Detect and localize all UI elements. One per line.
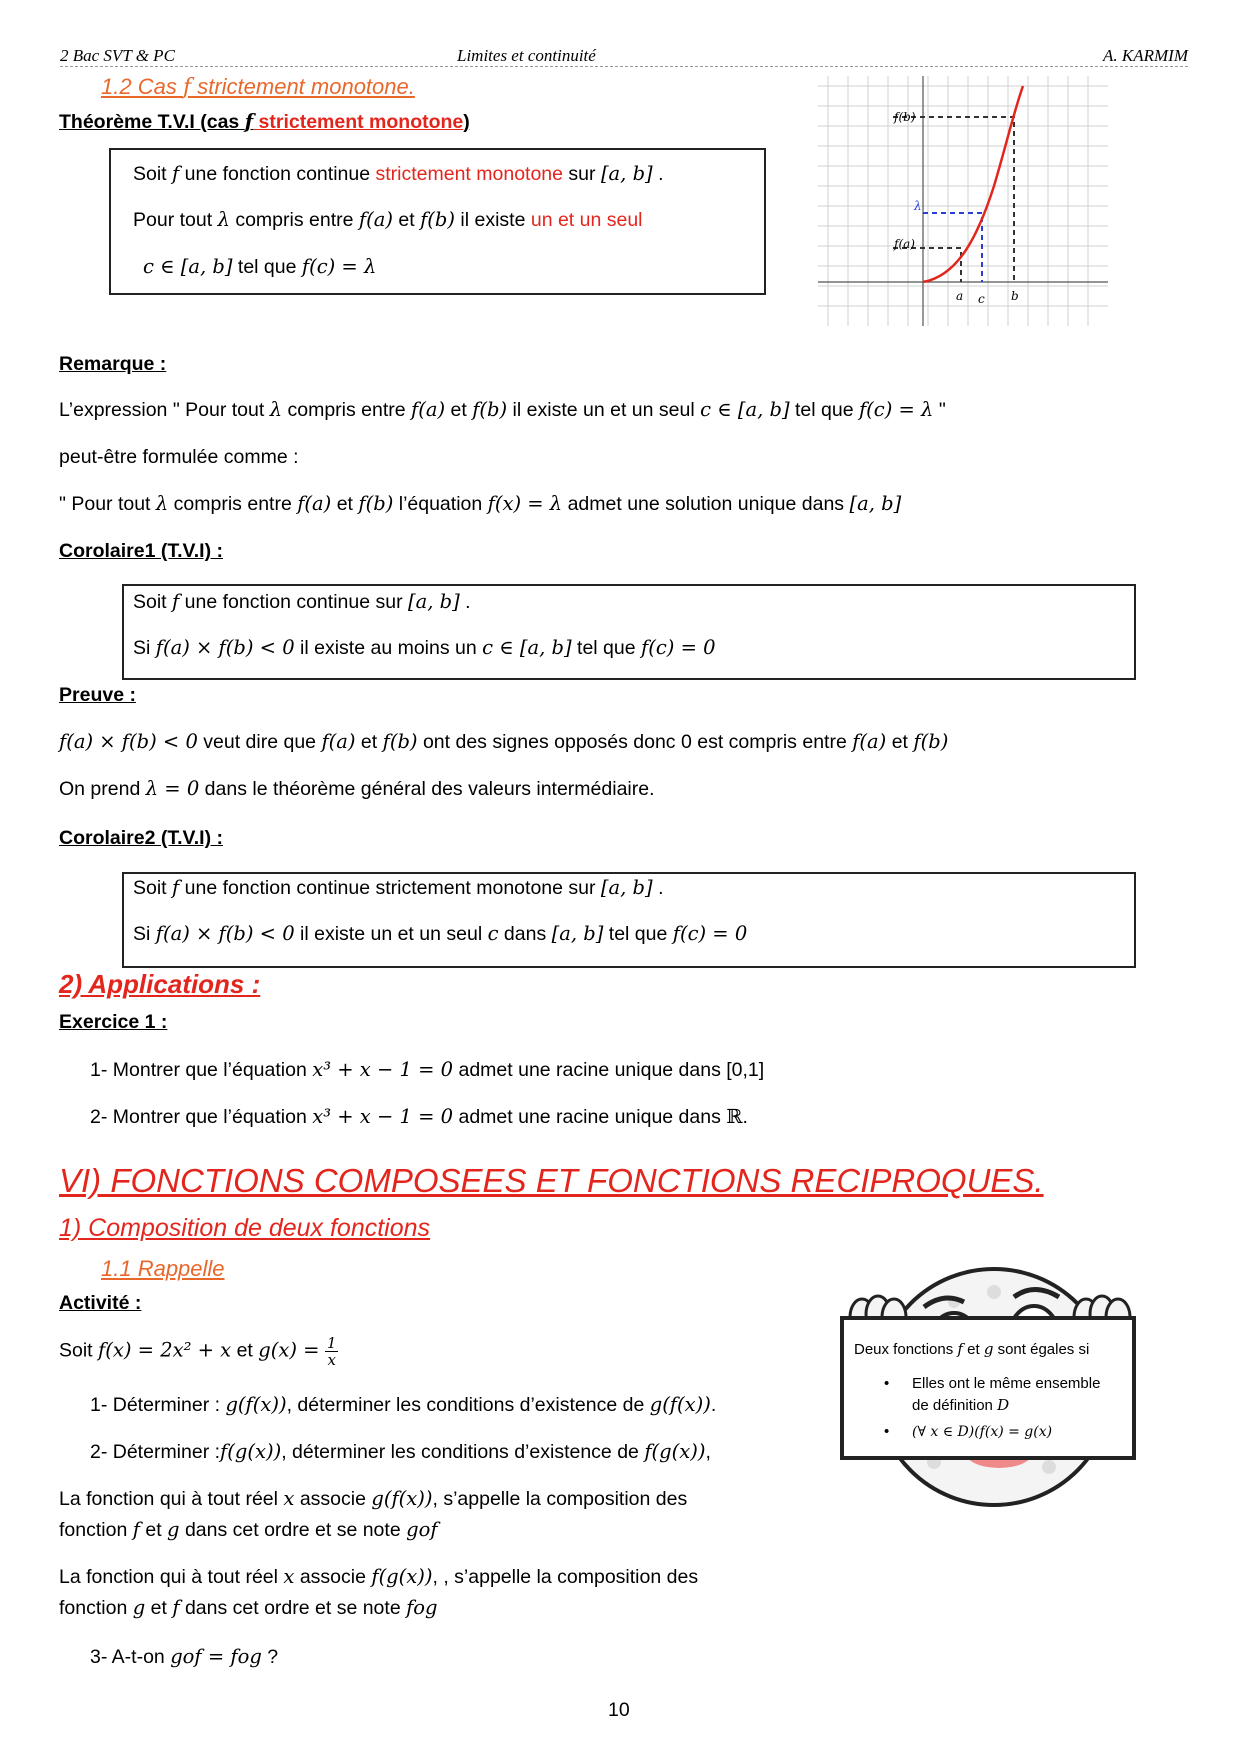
activite-q1: 1- Déterminer : g(f(x)), déterminer les conditions d’existence de g(f(x)).	[90, 1393, 717, 1416]
remarque-line-3: " Pour tout λ compris entre f(a) et f(b) l’équation f(x) = λ admet une solution unique dans [a, b]	[59, 492, 902, 515]
header-right: A. KARMIM	[1103, 46, 1188, 65]
header-left: 2 Bac SVT & PC	[60, 46, 175, 65]
activite-q3: 3- A-t-on gof = fog ?	[90, 1645, 279, 1668]
preuve-line-2: On prend λ = 0 dans le théorème général des valeurs intermédiaire.	[59, 777, 655, 800]
graph-label-fb: f(b)	[894, 110, 916, 124]
header-center: Limites et continuité	[457, 46, 596, 65]
section-vi-title: VI) FONCTIONS COMPOSEES ET FONCTIONS RECIPROQUES.	[59, 1162, 1044, 1199]
theorem-line-1: Soit f une fonction continue strictement monotone sur [a, b] .	[133, 162, 664, 185]
composition-title: 1) Composition de deux fonctions	[59, 1214, 431, 1242]
mascot-bullet-2-text: (∀ x ∈ D)(f(x) = g(x)	[912, 1424, 1053, 1440]
mascot-illustration	[834, 1262, 1144, 1582]
tvi-graph	[818, 76, 1108, 326]
composition-def-fog-1: La fonction qui à tout réel x associe f(g(x)), , s’appelle la composition des	[59, 1565, 699, 1588]
graph-black-guides	[893, 117, 1014, 282]
mascot-sign-title: Deux fonctions f et g sont égales si	[854, 1340, 1090, 1358]
preuve-line-1: f(a) × f(b) < 0 veut dire que f(a) et f(b) ont des signes opposés donc 0 est compris entre f(a) et f(b)	[59, 730, 949, 753]
fraction-1-over-x: $\frac{1}{x}$	[326, 1334, 337, 1369]
mascot-bullet-1-text: Elles ont le même ensemble	[912, 1375, 1101, 1392]
remarque-line-1: L’expression " Pour tout λ compris entre f(a) et f(b) il existe un et un seul c ∈ [a, b] tel que f(c) = λ "	[59, 398, 946, 421]
exercise-1-q2: 2- Montrer que l’équation x³ + x − 1 = 0 admet une racine unique dans ℝ.	[90, 1105, 748, 1128]
corollaire1-line-1: Soit f une fonction continue sur [a, b] .	[133, 590, 471, 613]
activite-q2: 2- Déterminer :f(g(x)), déterminer les conditions d’existence de f(g(x)),	[90, 1440, 711, 1463]
corollaire2-line-2: Si f(a) × f(b) < 0 il existe un et un seul c dans [a, b] tel que f(c) = 0	[133, 922, 748, 945]
mascot-bullet-1: •	[884, 1375, 890, 1392]
header-rule	[60, 66, 1188, 67]
graph-label-a: a	[956, 289, 964, 303]
composition-def-gof-2: fonction f et g dans cet ordre et se note gof	[59, 1518, 438, 1541]
section-1-2-title: 1.2 Cas f strictement monotone.	[101, 74, 415, 100]
composition-def-fog-2: fonction g et f dans cet ordre et se note fog	[59, 1596, 438, 1619]
corollaire1-line-2: Si f(a) × f(b) < 0 il existe au moins un c ∈ [a, b] tel que f(c) = 0	[133, 636, 716, 659]
page-number: 10	[608, 1699, 630, 1721]
rappelle-title: 1.1 Rappelle	[101, 1256, 225, 1281]
theorem-line-2: Pour tout λ compris entre f(a) et f(b) il existe un et un seul	[133, 208, 643, 231]
theorem-title: Théorème T.V.I (cas f strictement monotone)	[59, 110, 470, 133]
theorem-line-3: c ∈ [a, b] tel que f(c) = λ	[143, 255, 377, 278]
remarque-line-2: peut-être formulée comme :	[59, 446, 299, 468]
corollaire1-title: Corolaire1 (T.V.I) :	[59, 540, 223, 562]
corollaire2-title: Corolaire2 (T.V.I) :	[59, 827, 223, 849]
graph-label-b: b	[1011, 289, 1019, 303]
preuve-title: Preuve :	[59, 684, 136, 706]
mascot-bullet-2: •	[884, 1423, 890, 1440]
exercise-1-title: Exercice 1 :	[59, 1011, 168, 1033]
graph-label-c: c	[978, 292, 985, 306]
exercise-1-q1: 1- Montrer que l’équation x³ + x − 1 = 0 admet une racine unique dans [0,1]	[90, 1058, 765, 1081]
applications-title: 2) Applications :	[59, 969, 261, 999]
composition-def-gof-1: La fonction qui à tout réel x associe g(f(x)), s’appelle la composition des	[59, 1487, 688, 1510]
corollaire2-line-1: Soit f une fonction continue strictement monotone sur [a, b] .	[133, 876, 664, 899]
activite-soit: Soit f(x) = 2x² + x et g(x) = $\frac{1}{x}$	[59, 1334, 337, 1369]
activite-title: Activité :	[59, 1292, 142, 1314]
remarque-title: Remarque :	[59, 353, 167, 375]
graph-label-fa: f(a)	[894, 237, 915, 251]
mascot-bullet-1-text-2: de définition D	[912, 1396, 1010, 1414]
graph-label-lambda: λ	[914, 199, 922, 213]
